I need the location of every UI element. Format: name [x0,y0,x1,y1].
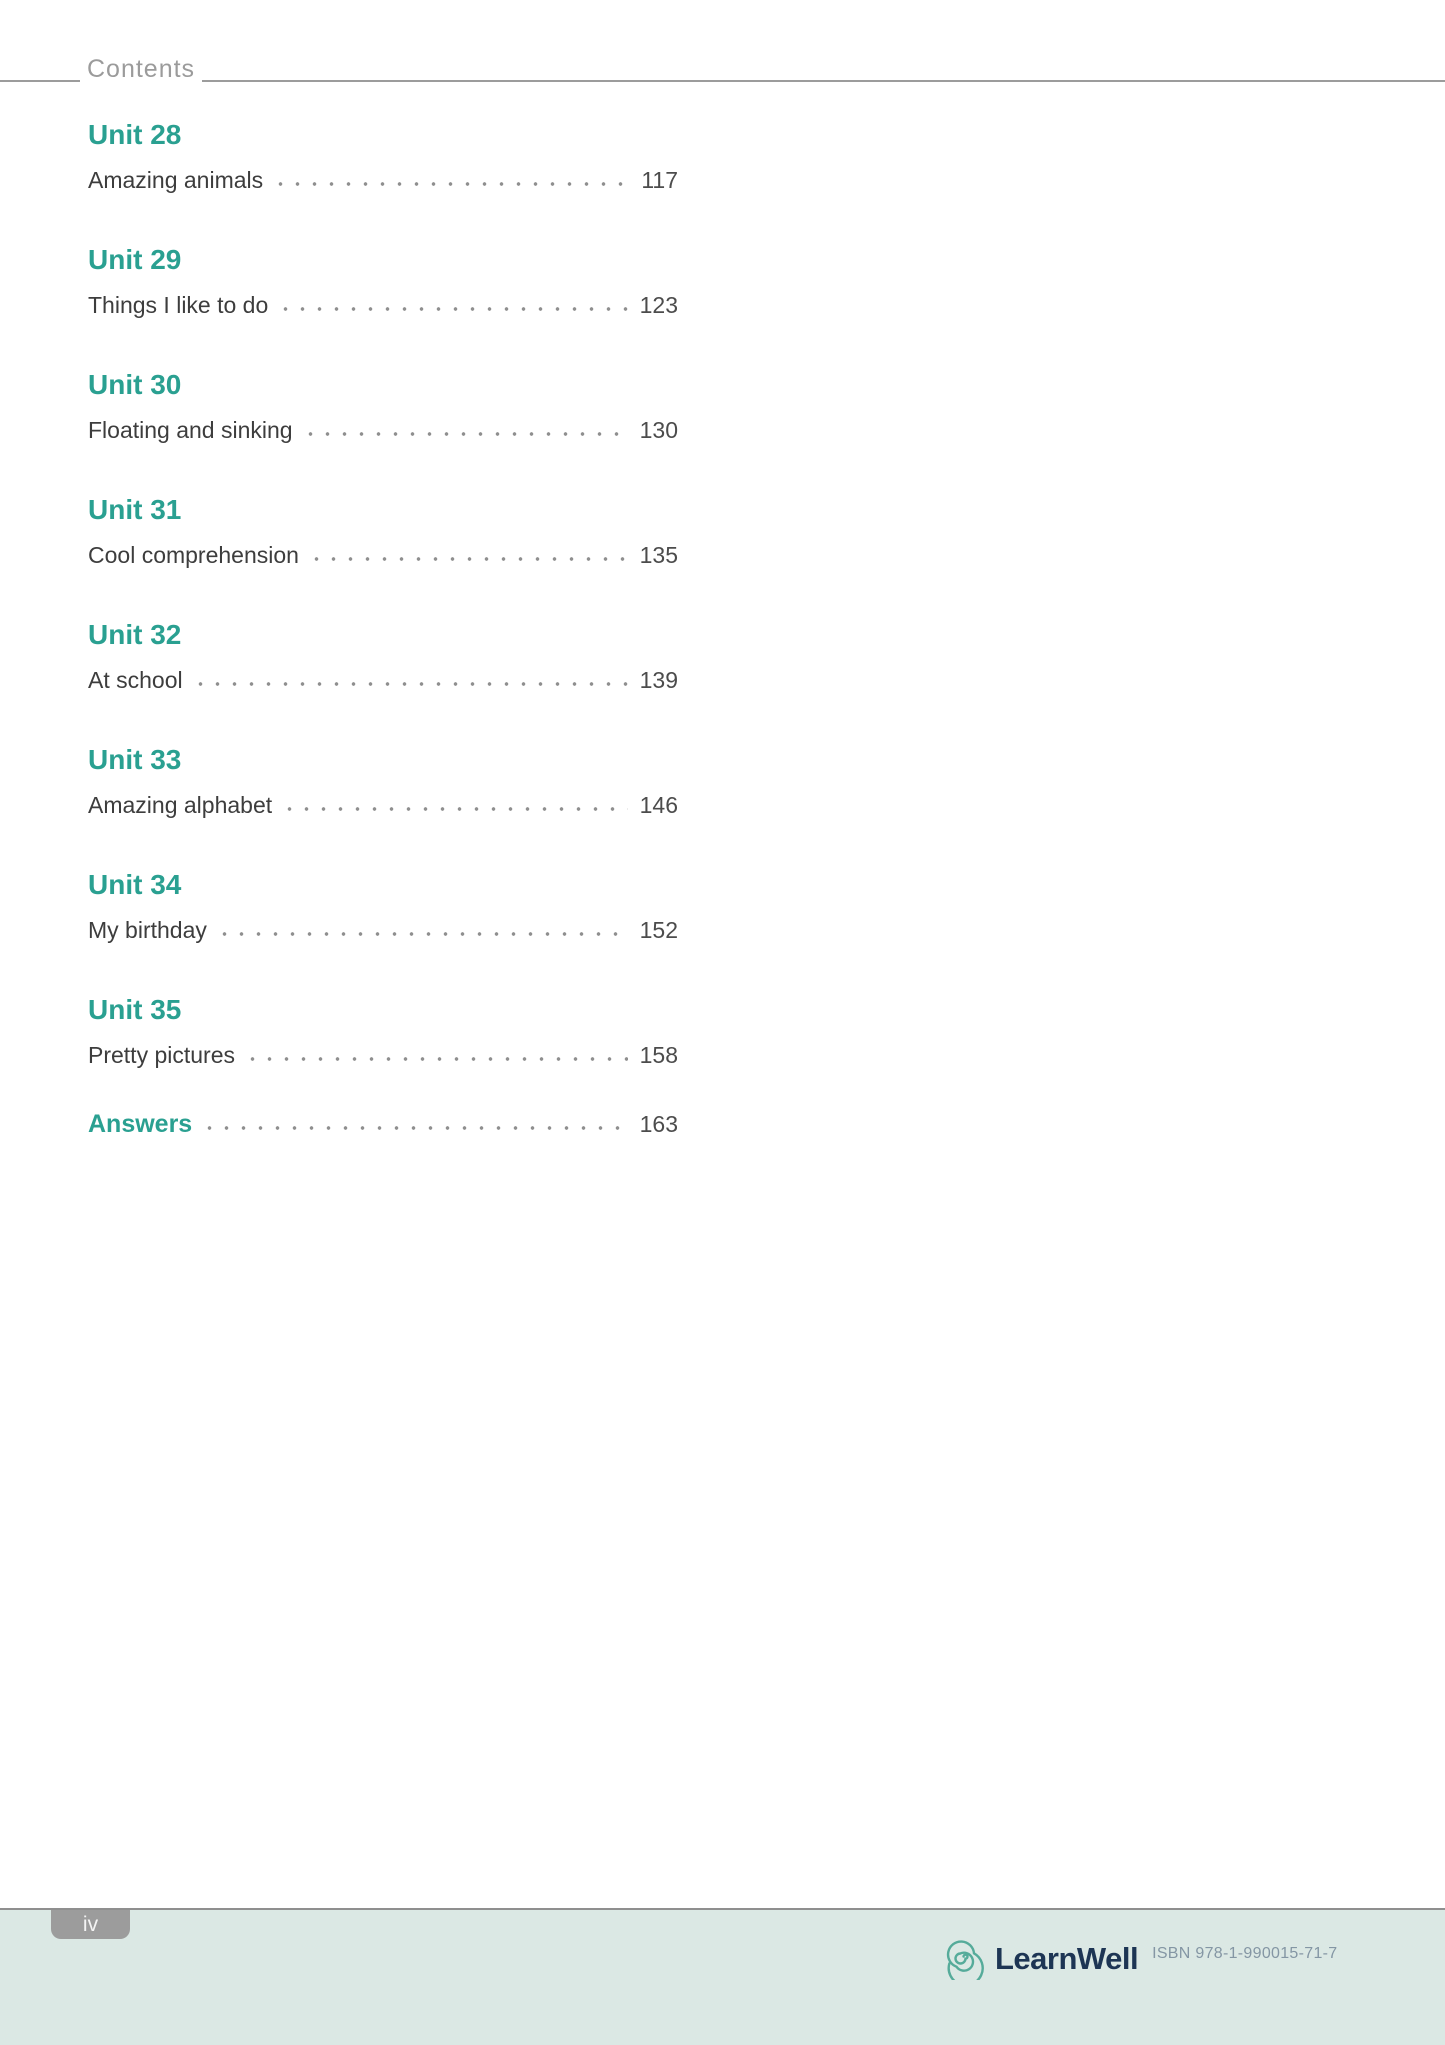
unit-title: Amazing alphabet [88,792,273,818]
unit-page-number: 123 [639,292,678,318]
footer-band [0,1908,1445,2045]
unit-title: My birthday [88,917,207,943]
unit-block [88,493,678,571]
unit-block [88,868,678,946]
unit-block [88,743,678,821]
header-rule-right [202,80,1445,82]
toc-entry [88,789,678,821]
unit-block [88,993,678,1071]
answers-page-number: 163 [639,1111,678,1137]
page-title: Contents [87,55,196,83]
dot-leader [201,1125,627,1131]
toc-entry [88,1039,678,1071]
unit-page-number: 130 [639,417,678,443]
unit-page-number: 117 [641,167,678,193]
unit-page-number: 158 [639,1042,678,1068]
dot-leader [281,806,628,812]
unit-heading: Unit 34 [88,869,182,900]
toc-entry [88,414,678,446]
unit-page-number: 146 [639,792,678,818]
unit-block [88,368,678,446]
unit-heading: Unit 32 [88,619,182,650]
unit-heading: Unit 30 [88,369,182,400]
brand-name: LearnWell [995,1940,1139,1976]
dot-leader [302,431,628,437]
unit-list [88,118,678,1071]
dot-leader [216,931,628,937]
toc-entry [88,914,678,946]
header-rule-left [0,80,80,82]
dot-leader [272,181,629,187]
unit-block [88,118,678,196]
unit-title: Floating and sinking [88,417,293,443]
toc-entry [88,289,678,321]
unit-title: Amazing animals [88,167,264,193]
unit-heading: Unit 33 [88,744,182,775]
unit-title: Cool comprehension [88,542,299,568]
unit-block [88,618,678,696]
isbn-text: ISBN 978-1-990015-71-7 [1152,1945,1338,1962]
unit-page-number: 135 [639,542,678,568]
unit-title: Things I like to do [88,292,269,318]
unit-block [88,243,678,321]
publisher-brand [941,1936,1337,1980]
unit-page-number: 152 [639,917,678,943]
answers-label: Answers [88,1110,193,1138]
page-number-badge: iv [51,1910,130,1939]
unit-title: Pretty pictures [88,1042,235,1068]
answers-entry [88,1108,678,1140]
toc-entry [88,539,678,571]
unit-heading: Unit 28 [88,119,182,150]
dot-leader [244,1056,628,1062]
dot-leader [192,681,628,687]
unit-heading: Unit 31 [88,494,182,525]
table-of-contents [88,118,678,1140]
dot-leader [308,556,628,562]
dot-leader [277,306,627,312]
toc-entry [88,664,678,696]
spiral-logo-icon [941,1936,985,1980]
unit-title: At school [88,667,183,693]
unit-heading: Unit 35 [88,994,182,1025]
toc-entry [88,164,678,196]
unit-page-number: 139 [639,667,678,693]
contents-header [0,0,1445,82]
unit-heading: Unit 29 [88,244,182,275]
